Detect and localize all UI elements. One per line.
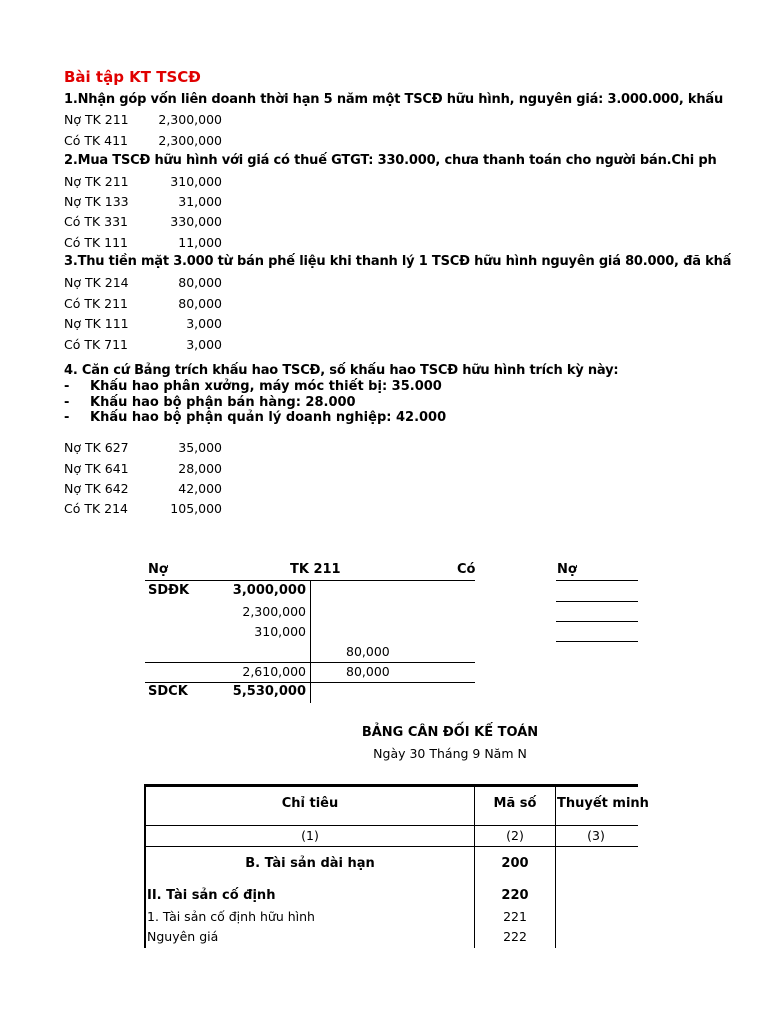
q4-entry-2-amount: 28,000 <box>178 461 222 476</box>
q4-entry-3-account: Nợ TK 642 <box>64 481 129 496</box>
q2-entry-2-amount: 31,000 <box>178 194 222 209</box>
q3-entry-2-account: Có TK 211 <box>64 296 129 311</box>
table-numbers-bottom <box>144 846 638 847</box>
q1-entry-2-amount: 2,300,000 <box>158 133 222 148</box>
t-account-debit-label: Nợ <box>148 562 168 577</box>
q4-entry-2-account: Nợ TK 641 <box>64 461 129 476</box>
header-thuyet-minh: Thuyết minh <box>557 796 649 811</box>
q4-entry-1-amount: 35,000 <box>178 440 222 455</box>
q4-entry-4-amount: 105,000 <box>170 501 222 516</box>
question-2-text: 2.Mua TSCĐ hữu hình với giá có thuế GTGT: 330.000, chưa thanh toán cho người bán.Chi ph <box>64 153 717 168</box>
balance-sheet-date: Ngày 30 Tháng 9 Năm N <box>373 746 527 761</box>
q2-entry-3-account: Có TK 331 <box>64 214 129 229</box>
table-header-bottom <box>144 825 638 826</box>
t-account-second-line-4 <box>556 641 638 642</box>
q3-entry-2-amount: 80,000 <box>178 296 222 311</box>
q3-entry-4-amount: 3,000 <box>186 337 222 352</box>
t-account-debit-2: 310,000 <box>254 624 306 639</box>
header-number-3: (3) <box>587 828 605 843</box>
row-historical-cost-label: Nguyên giá <box>147 929 219 944</box>
t-account-second-line-3 <box>556 621 638 622</box>
t-account-credit-1: 80,000 <box>346 644 390 659</box>
row-historical-cost-code: 222 <box>503 929 527 944</box>
header-number-2: (2) <box>506 828 524 843</box>
q2-entry-1-amount: 310,000 <box>170 174 222 189</box>
q1-entry-1-account: Nợ TK 211 <box>64 112 129 127</box>
row-long-term-assets-label: B. Tài sản dài hạn <box>245 856 375 871</box>
q3-entry-4-account: Có TK 711 <box>64 337 129 352</box>
t-account-closing-value: 5,530,000 <box>232 684 306 699</box>
t-account-name: TK 211 <box>290 562 341 577</box>
q4-entry-1-account: Nợ TK 627 <box>64 440 129 455</box>
table-col-divider-2 <box>555 784 556 948</box>
q4-entry-4-account: Có TK 214 <box>64 501 129 516</box>
question-1-text: 1.Nhận góp vốn liên doanh thời hạn 5 năm một TSCĐ hữu hình, nguyên giá: 3.000.000, khấu <box>64 92 724 107</box>
question-4-text: 4. Căn cứ Bảng trích khấu hao TSCĐ, số khấu hao TSCĐ hữu hình trích kỳ này: <box>64 363 619 378</box>
page-title: Bài tập KT TSCĐ <box>64 68 201 86</box>
q2-entry-3-amount: 330,000 <box>170 214 222 229</box>
q2-entry-2-account: Nợ TK 133 <box>64 194 129 209</box>
question-3-text: 3.Thu tiền mặt 3.000 từ bán phế liệu khi thanh lý 1 TSCĐ hữu hình nguyên giá 80.000, đã khấ <box>64 254 732 269</box>
header-ma-so: Mã số <box>493 796 537 811</box>
row-long-term-assets-code: 200 <box>501 856 529 871</box>
q1-entry-2-account: Có TK 411 <box>64 133 129 148</box>
row-fixed-assets-code: 220 <box>501 888 529 903</box>
row-fixed-assets-label: II. Tài sản cố định <box>147 888 276 903</box>
row-tangible-assets-code: 221 <box>503 909 527 924</box>
t-account-credit-label: Có <box>457 562 476 577</box>
row-tangible-assets-label: 1. Tài sản cố định hữu hình <box>147 909 315 924</box>
t-account-second-debit-label: Nợ <box>557 562 577 577</box>
q3-entry-3-account: Nợ TK 111 <box>64 316 129 331</box>
t-account-opening-value: 3,000,000 <box>232 583 306 598</box>
t-account-divider <box>310 580 311 703</box>
t-account-closing-line <box>145 682 475 683</box>
q3-entry-3-amount: 3,000 <box>186 316 222 331</box>
t-account-debit-total: 2,610,000 <box>242 664 306 679</box>
q2-entry-4-amount: 11,000 <box>178 235 222 250</box>
t-account-second-line-2 <box>556 601 638 602</box>
q3-entry-1-amount: 80,000 <box>178 275 222 290</box>
t-account-total-line <box>145 662 475 663</box>
q4-bullet-2: - Khấu hao bộ phận bán hàng: 28.000 <box>64 395 356 410</box>
q4-entry-3-amount: 42,000 <box>178 481 222 496</box>
t-account-debit-1: 2,300,000 <box>242 604 306 619</box>
q4-bullet-1: - Khấu hao phân xưởng, máy móc thiết bị: 35.000 <box>64 379 442 394</box>
t-account-opening-label: SDĐK <box>148 583 190 598</box>
header-chi-tieu: Chỉ tiêu <box>281 796 339 811</box>
t-account-second-line-1 <box>556 580 638 581</box>
q3-entry-1-account: Nợ TK 214 <box>64 275 129 290</box>
balance-sheet-title: BẢNG CÂN ĐỐI KẾ TOÁN <box>361 725 539 740</box>
q1-entry-1-amount: 2,300,000 <box>158 112 222 127</box>
table-top-border <box>144 784 638 787</box>
header-number-1: (1) <box>301 828 319 843</box>
t-account-credit-total: 80,000 <box>346 664 390 679</box>
t-account-closing-label: SDCK <box>148 684 188 699</box>
q2-entry-1-account: Nợ TK 211 <box>64 174 129 189</box>
q4-bullet-3: - Khấu hao bộ phận quản lý doanh nghiệp: 42.000 <box>64 410 447 425</box>
q2-entry-4-account: Có TK 111 <box>64 235 129 250</box>
